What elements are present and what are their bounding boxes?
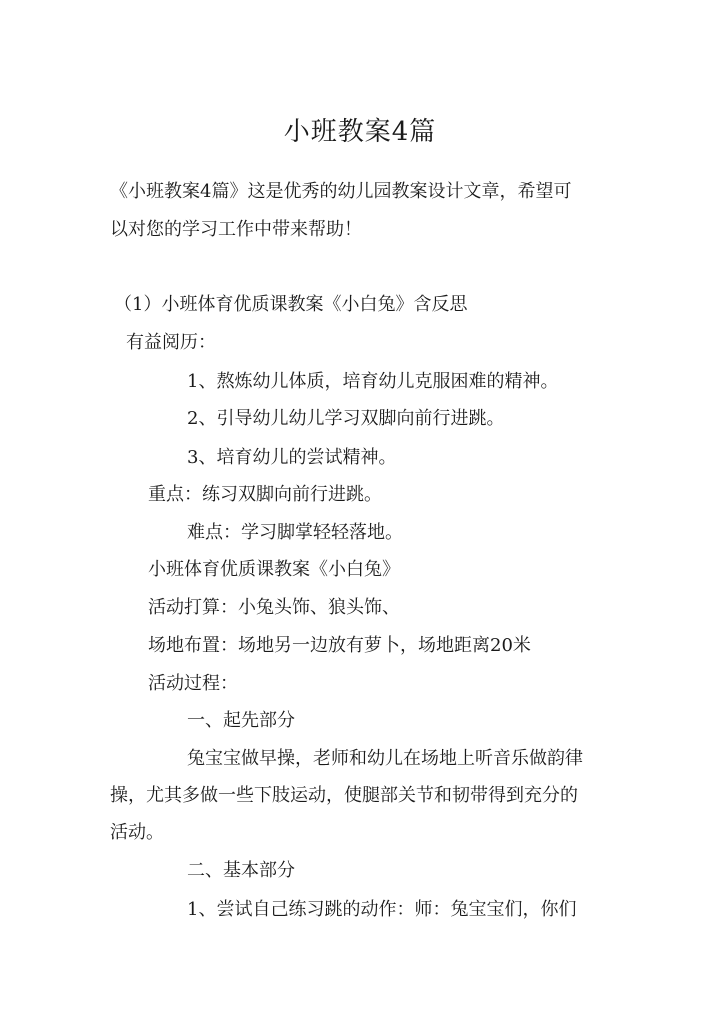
goal-item-3: 3、培育幼儿的尝试精神。	[187, 447, 397, 468]
section-1-heading: （1）小班体育优质课教案《小白兔》含反思	[114, 294, 468, 315]
part-2-text-line-1: 1、尝试自己练习跳的动作：师：兔宝宝们，你们	[187, 899, 577, 920]
part-1-heading: 一、起先部分	[187, 710, 295, 731]
intro-line-1: 《小班教案4篇》这是优秀的幼儿园教案设计文章，希望可	[110, 181, 572, 202]
activity-preparation: 活动打算：小兔头饰、狼头饰、	[148, 597, 400, 618]
part-1-text-line-1: 兔宝宝做早操，老师和幼儿在场地上听音乐做韵律	[187, 748, 583, 769]
key-point: 重点：练习双脚向前行进跳。	[148, 484, 382, 505]
goals-label: 有益阅历：	[126, 332, 216, 353]
goal-item-1: 1、熬炼幼儿体质，培育幼儿克服困难的精神。	[187, 371, 559, 392]
part-2-heading: 二、基本部分	[187, 860, 295, 881]
goal-item-2: 2、引导幼儿幼儿学习双脚向前行进跳。	[187, 408, 505, 429]
venue-arrangement: 场地布置：场地另一边放有萝卜，场地距离20米	[148, 635, 531, 656]
intro-line-2: 以对您的学习工作中带来帮助！	[110, 219, 362, 240]
part-1-text-line-3: 活动。	[110, 822, 164, 843]
part-1-text-line-2: 操，尤其多做一些下肢运动，使腿部关节和韧带得到充分的	[110, 785, 578, 806]
lesson-title: 小班体育优质课教案《小白兔》	[148, 559, 400, 580]
document-title: 小班教案4篇	[283, 117, 437, 147]
difficulty-point: 难点：学习脚掌轻轻落地。	[187, 522, 403, 543]
process-label: 活动过程：	[148, 673, 238, 694]
